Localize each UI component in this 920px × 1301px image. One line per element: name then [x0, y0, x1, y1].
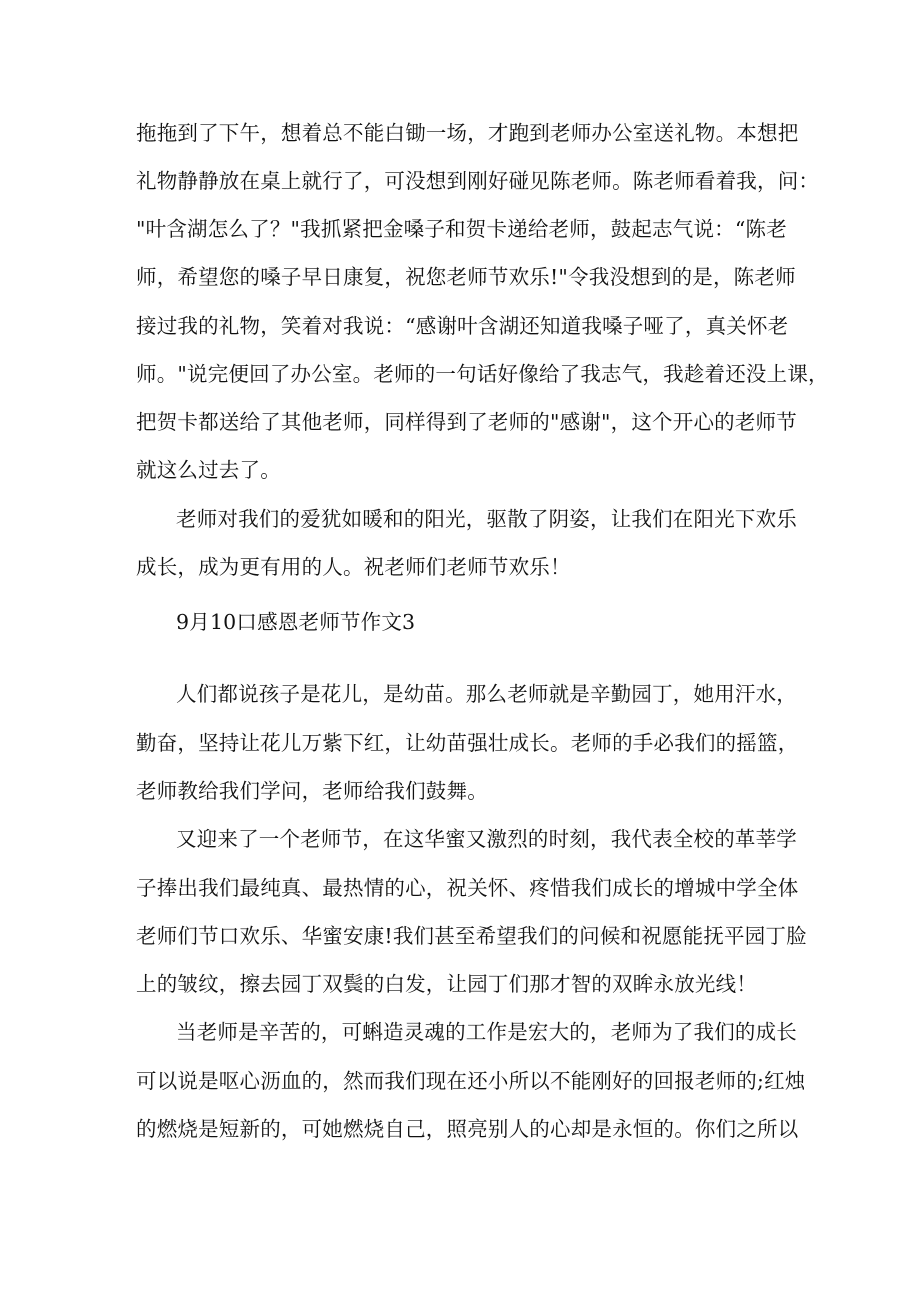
paragraph-5-line-2: 可以说是呕心沥血的，然而我们现在还小所以不能刚好的回报老师的;红烛 — [136, 1069, 806, 1093]
paragraph-4-line-2: 子捧出我们最纯真、最热情的心，祝关怀、疼惜我们成长的增城中学全体 — [136, 876, 799, 900]
paragraph-1-line-8: 就这么过去了。 — [136, 458, 281, 482]
paragraph-4-line-1: 又迎来了一个老师节，在这华蜜又激烈的时刻，我代表全校的革莘学 — [176, 827, 797, 851]
paragraph-1-line-2: 礼物静静放在桌上就行了，可没想到刚好碰见陈老师。陈老师看着我，问： — [136, 169, 820, 193]
paragraph-3-line-3: 老师教给我们学问，老师给我们鼓舞。 — [136, 779, 488, 803]
section-heading: 9月10口感恩老师节作文3 — [176, 610, 416, 634]
paragraph-3-line-1: 人们都说孩子是花儿，是幼苗。那么老师就是辛勤园丁，她用汗水， — [176, 682, 797, 706]
paragraph-4-line-3: 老师们节口欢乐、华蜜安康!我们甚至希望我们的问候和祝愿能抚平园丁脸 — [136, 924, 807, 948]
paragraph-5-line-3: 的燃烧是短新的，可她燃烧自己，照亮别人的心却是永恒的。你们之所以 — [136, 1117, 799, 1141]
paragraph-3-line-2: 勤奋，坚持让花儿万紫下红，让幼苗强壮成长。老师的手必我们的摇篮， — [136, 731, 799, 755]
paragraph-2-line-2: 成长，成为更有用的人。祝老师们老师节欢乐！ — [136, 555, 571, 579]
paragraph-5-line-1: 当老师是辛苦的，可蝌造灵魂的工作是宏大的，老师为了我们的成长 — [176, 1020, 797, 1044]
paragraph-1-line-3: "叶含湖怎么了？"我抓紧把金嗓子和贺卡递给老师，鼓起志气说：“陈老 — [136, 217, 787, 241]
paragraph-1-line-5: 接过我的礼物，笑着对我说：“感谢叶含湖还知道我嗓子哑了，真关怀老 — [136, 314, 789, 338]
paragraph-1-line-1: 拖拖到了下午，想着总不能白锄一场，才跑到老师办公室送礼物。本想把 — [136, 121, 799, 145]
paragraph-1-line-6: 师。"说完便回了办公室。老师的一句话好像给了我志气，我趁着还没上课， — [136, 362, 829, 386]
paragraph-1-line-7: 把贺卡都送给了其他老师，同样得到了老师的"感谢"，这个开心的老师节 — [136, 410, 797, 434]
paragraph-4-line-4: 上的皱纹，擦去园丁双鬓的白发，让园丁们那才智的双眸永放光线！ — [136, 972, 757, 996]
paragraph-2-line-1: 老师对我们的爱犹如暖和的阳光，驱散了阴姿，让我们在阳光下欢乐 — [176, 507, 797, 531]
paragraph-1-line-4: 师，希望您的嗓子早日康复，祝您老师节欢乐!"令我没想到的是，陈老师 — [136, 265, 796, 289]
